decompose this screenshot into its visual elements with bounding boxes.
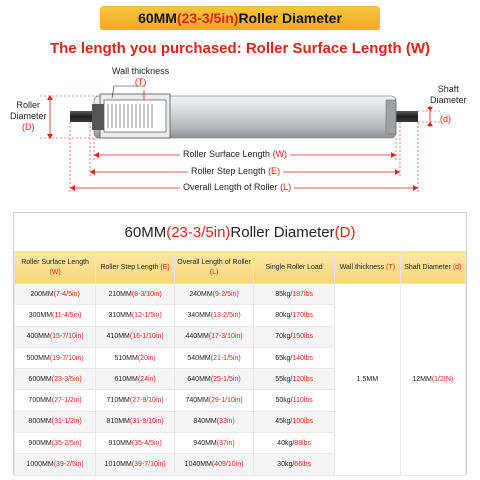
overall-length-cell: 940MM(37in) [175, 433, 254, 454]
wall-thickness-value: 1.5MM [335, 284, 400, 476]
table-row [15, 284, 466, 305]
header-shaft-diameter: Shaft Diameter (d) [400, 252, 465, 284]
wall-thickness-label: Wall thickness (T) [112, 66, 170, 87]
surface-length-cell: 200MM(7-4/5in) [15, 284, 96, 305]
step-length-cell: 610MM(24in) [96, 369, 175, 390]
load-cell: 55kg/120lbs [254, 369, 335, 390]
header-load: Single Roller Load [254, 252, 335, 284]
table-header-row [15, 252, 466, 284]
header-wall-thickness: Wall thickness (T) [335, 252, 400, 284]
surface-length-cell: 800MM(31-1/2in) [15, 411, 96, 432]
shaft-diameter-value: 12MM(1/2IN) [400, 284, 465, 476]
spec-table-panel [13, 212, 467, 475]
header-overall-length: Overall Length of Roller (L) [175, 252, 254, 284]
overall-length-cell: 1040MM(409/10in) [175, 454, 254, 475]
load-cell: 70kg/150lbs [254, 326, 335, 347]
overall-length-cell: 540MM(21-1/5in) [175, 347, 254, 368]
surface-length-label: Roller Surface Length (W) [180, 149, 290, 159]
shaft-diameter-label: Shaft Diameter [430, 84, 467, 105]
end-cap [386, 100, 396, 134]
banner-tail: Roller Diameter [238, 10, 342, 26]
spec-table [14, 251, 466, 476]
right-shaft [394, 111, 418, 122]
load-cell: 80kg/170lbs [254, 305, 335, 326]
roller-diameter-label: Roller Diameter (D) [10, 100, 47, 132]
overall-length-cell: 440MM(17-3/10in) [175, 326, 254, 347]
surface-length-cell: 400MM(15-7/10in) [15, 326, 96, 347]
overall-length-label: Overall Length of Roller (L) [180, 182, 294, 192]
surface-length-cell: 1000MM(39-2/5in) [15, 454, 96, 475]
load-cell: 45kg/100lbs [254, 411, 335, 432]
step-length-cell: 710MM(27-9/10in) [96, 390, 175, 411]
banner-accent: (23-3/5in) [176, 10, 239, 26]
overall-length-cell: 740MM(29-1/10in) [175, 390, 254, 411]
step-length-cell: 310MM(12-1/5in) [96, 305, 175, 326]
load-cell: 85kg/187lbs [254, 284, 335, 305]
step-length-cell: 410MM(16-1/10in) [96, 326, 175, 347]
step-length-cell: 1010MM(39-7/10in) [96, 454, 175, 475]
header-surface-length: Roller Surface Length (W) [15, 252, 96, 284]
load-cell: 40kg/88lbs [254, 433, 335, 454]
roller-diagram [0, 60, 480, 200]
overall-length-cell: 840MM(33in) [175, 411, 254, 432]
banner-main: 60MM [138, 10, 177, 26]
surface-length-cell: 600MM(23-3/5in) [15, 369, 96, 390]
overall-length-cell: 240MM(9-2/5in) [175, 284, 254, 305]
step-length-label: Roller Step Length (E) [188, 166, 283, 176]
title-banner [100, 6, 380, 30]
shaft-diameter-symbol: (d) [440, 114, 451, 124]
table-title: 60MM (23-3/5in) Roller Diameter (D) [14, 213, 466, 251]
header-step-length: Roller Step Length (E) [96, 252, 175, 284]
load-cell: 30kg/66lbs [254, 454, 335, 475]
purchase-length-note: The length you purchased: Roller Surface Length (W) [49, 40, 431, 57]
surface-length-cell: 500MM(19-7/10in) [15, 347, 96, 368]
load-cell: 65kg/140lbs [254, 347, 335, 368]
table-body [15, 284, 466, 476]
overall-length-cell: 640MM(25-1/5in) [175, 369, 254, 390]
step-length-cell: 510MM(20in) [96, 347, 175, 368]
roller-drawing [0, 60, 480, 200]
surface-length-cell: 700MM(27-1/2in) [15, 390, 96, 411]
step-length-cell: 910MM(35-4/5in) [96, 433, 175, 454]
load-cell: 50kg/110lbs [254, 390, 335, 411]
surface-length-cell: 900MM(35-2/5in) [15, 433, 96, 454]
step-length-cell: 810MM(31-9/10in) [96, 411, 175, 432]
overall-length-cell: 340MM(13-2/5in) [175, 305, 254, 326]
surface-length-cell: 300MM(11-4/5in) [15, 305, 96, 326]
step-length-cell: 210MM(8-3/10in) [96, 284, 175, 305]
